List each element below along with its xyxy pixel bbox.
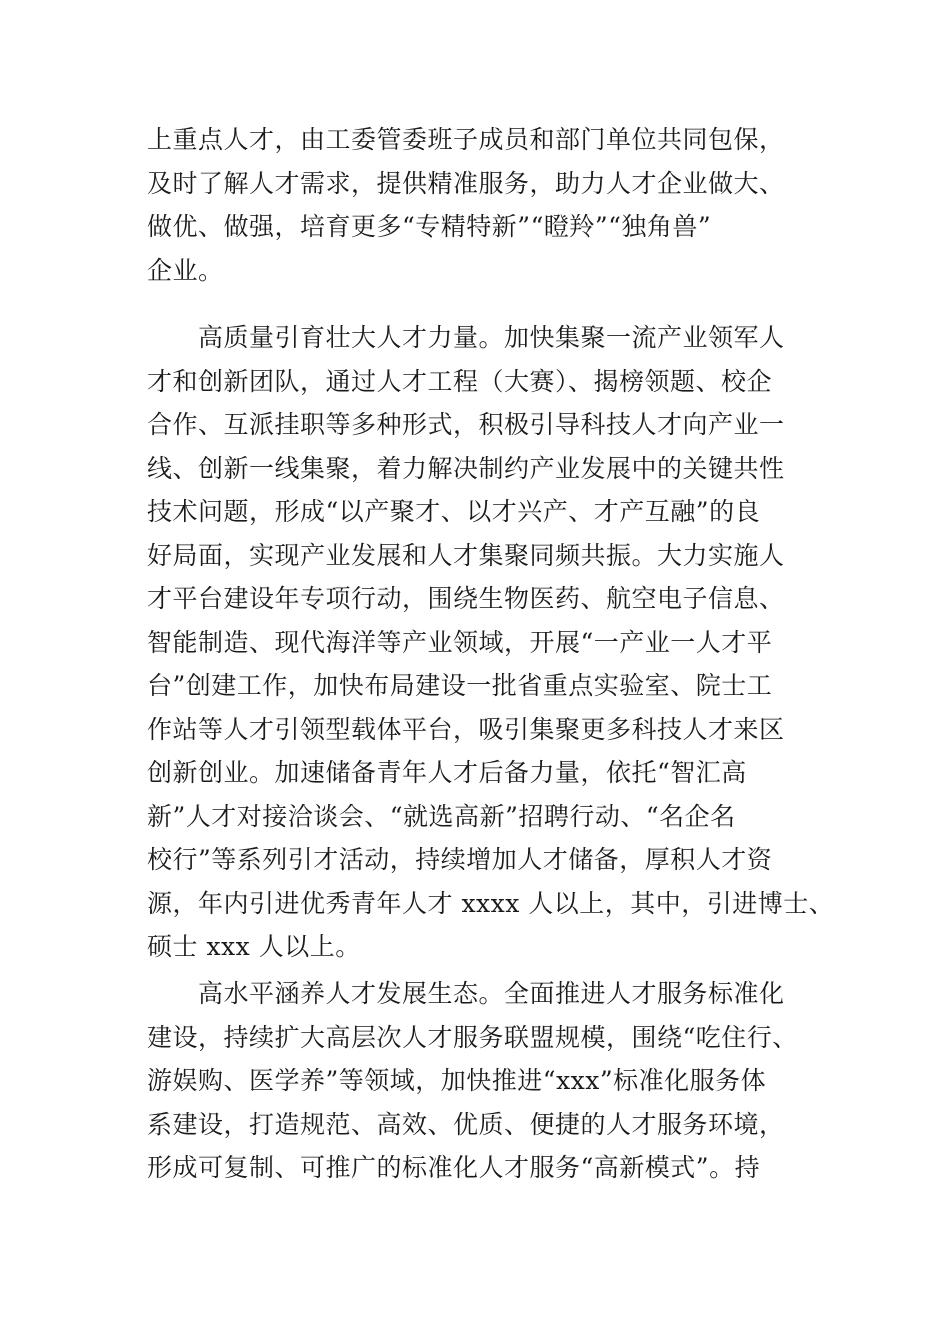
text-line: 游娱购、医学养”等领域，加快推进“xxx”标准化服务体: [147, 1066, 767, 1095]
text-line: 形成可复制、可推广的标准化人才服务“高新模式”。持: [147, 1153, 761, 1182]
text-line: 系建设，打造规范、高效、优质、便捷的人才服务环境，: [147, 1109, 785, 1139]
paragraph: [147, 118, 812, 292]
text-line: 做优、做强，培育更多“专精特新”“瞪羚”“独角兽”: [147, 212, 712, 241]
text-line: 技术问题，形成“以产聚才、以才兴产、才产互融”的良: [147, 497, 761, 526]
text-line: 线、创新一线集聚，着力解决制约产业发展中的关键共性: [147, 453, 785, 483]
text-line: 创新创业。加速储备青年人才后备力量，依托“智汇高: [147, 758, 747, 787]
text-line: 源，年内引进优秀青年人才 xxxx 人以上，其中，引进博士、: [147, 888, 835, 918]
text-line: 高水平涵养人才发展生态。全面推进人才服务标准化: [147, 979, 785, 1008]
text-line: 新”人才对接洽谈会、“就选高新”招聘行动、“名企名: [147, 801, 736, 831]
text-line: 好局面，实现产业发展和人才集聚同频共振。大力实施人: [147, 540, 785, 570]
text-line: 作站等人才引领型载体平台，吸引集聚更多科技人才来区: [147, 714, 785, 744]
text-line: 高质量引育壮大人才力量。加快集聚一流产业领军人: [147, 323, 785, 352]
paragraph: [147, 316, 835, 969]
text-line: 才和创新团队，通过人才工程（大赛）、揭榜领题、校企: [147, 366, 773, 396]
text-line: 硕士 xxx 人以上。: [147, 932, 361, 961]
text-line: 及时了解人才需求，提供精准服务，助力人才企业做大、: [147, 168, 785, 198]
text-line: 才平台建设年专项行动，围绕生物医药、航空电子信息、: [147, 584, 785, 613]
text-line: 校行”等系列引才活动，持续增加人才储备，厚积人才资: [147, 845, 773, 874]
text-line: 智能制造、现代海洋等产业领域，开展“一产业一人才平: [147, 627, 773, 657]
paragraph: [147, 972, 812, 1190]
text-line: 企业。: [147, 255, 224, 285]
text-line: 建设，持续扩大高层次人才服务联盟规模，围绕“吃住行、: [147, 1022, 798, 1052]
text-line: 台”创建工作，加快布局建设一批省重点实验室、院士工: [147, 671, 773, 700]
text-line: 上重点人才，由工委管委班子成员和部门单位共同包保，: [147, 125, 785, 154]
text-line: 合作、互派挂职等多种形式，积极引导科技人才向产业一: [147, 410, 785, 439]
